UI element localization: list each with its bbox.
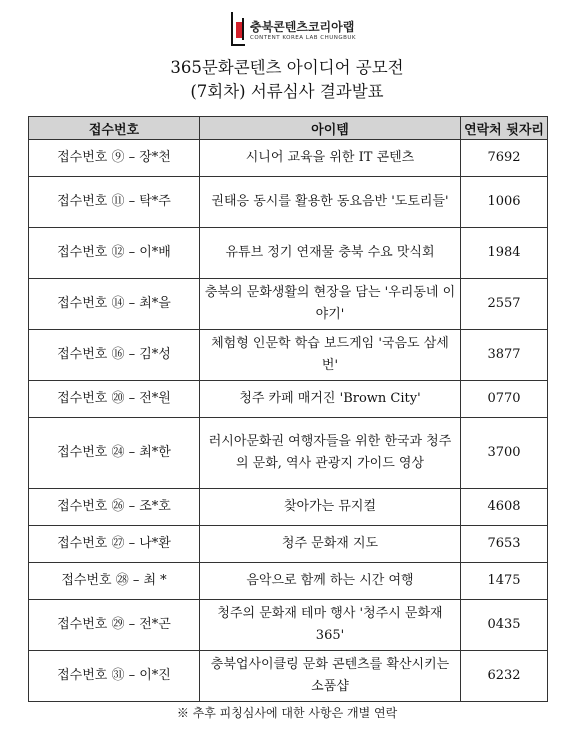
table-row [29, 489, 548, 526]
cell-item: 충북업사이클링 문화 콘텐츠를 확산시키는 소품샵 [200, 651, 461, 702]
cell-id: 접수번호 ⑯ – 김*성 [29, 330, 200, 381]
table-row [29, 563, 548, 600]
cell-contact: 7653 [461, 526, 548, 563]
cell-contact: 3700 [461, 418, 548, 489]
page-title: 365문화콘텐츠 아이디어 공모전 [170, 58, 404, 77]
cell-contact: 0770 [461, 381, 548, 418]
table-header-row [29, 117, 548, 140]
cell-id: 접수번호 ㉙ – 전*곤 [29, 600, 200, 651]
cell-id: 접수번호 ㉗ – 나*환 [29, 526, 200, 563]
cell-item: 시니어 교육을 위한 IT 콘텐츠 [200, 140, 461, 177]
cell-id: 접수번호 ㉔ – 최*한 [29, 418, 200, 489]
cell-contact: 2557 [461, 279, 548, 330]
cell-contact: 0435 [461, 600, 548, 651]
cell-id: 접수번호 ㉖ – 조*호 [29, 489, 200, 526]
page-subtitle: (7회차) 서류심사 결과발표 [190, 82, 384, 101]
cell-item: 찾아가는 뮤지컬 [200, 489, 461, 526]
cell-contact: 1475 [461, 563, 548, 600]
cell-id: 접수번호 ⑳ – 전*원 [29, 381, 200, 418]
cell-item: 권태응 동시를 활용한 동요음반 '도토리들' [200, 177, 461, 228]
cell-id: 접수번호 ⑭ – 최*을 [29, 279, 200, 330]
table-row [29, 177, 548, 228]
cell-item: 청주 카페 매거진 'Brown City' [200, 381, 461, 418]
logo-mark-icon [228, 12, 246, 50]
cell-item: 청주 문화재 지도 [200, 526, 461, 563]
table-row [29, 279, 548, 330]
table-row [29, 330, 548, 381]
table-row [29, 526, 548, 563]
logo-name: 충북콘텐츠코리아랩 [250, 20, 355, 34]
cell-id: 접수번호 ⑪ – 탁*주 [29, 177, 200, 228]
cell-id: 접수번호 ⑨ – 장*천 [29, 140, 200, 177]
table-row [29, 600, 548, 651]
footer-note: ※ 추후 피칭심사에 대한 사항은 개별 연락 [176, 706, 398, 720]
table-row [29, 418, 548, 489]
cell-id: 접수번호 ⑫ – 이*배 [29, 228, 200, 279]
cell-id: 접수번호 ㉘ – 최 * [29, 563, 200, 600]
cell-contact: 7692 [461, 140, 548, 177]
table-row [29, 651, 548, 702]
cell-item: 유튜브 정기 연재물 충북 수요 맛식회 [200, 228, 461, 279]
table-row [29, 381, 548, 418]
cell-contact: 1984 [461, 228, 548, 279]
cell-item: 체험형 인문학 학습 보드게임 '국음도 삼세번' [200, 330, 461, 381]
cell-contact: 6232 [461, 651, 548, 702]
header-contact: 연락처 뒷자리 [461, 117, 548, 140]
header-id: 접수번호 [29, 117, 200, 140]
cell-contact: 1006 [461, 177, 548, 228]
cell-item: 러시아문화권 여행자들을 위한 한국과 청주의 문화, 역사 관광지 가이드 영상 [200, 418, 461, 489]
cell-item: 청주의 문화재 테마 행사 '청주시 문화재 365' [200, 600, 461, 651]
cell-item: 충북의 문화생활의 현장을 담는 '우리동네 이야기' [200, 279, 461, 330]
cell-item: 음악으로 함께 하는 시간 여행 [200, 563, 461, 600]
header-item: 아이템 [200, 117, 461, 140]
table-row [29, 140, 548, 177]
cell-contact: 4608 [461, 489, 548, 526]
cell-contact: 3877 [461, 330, 548, 381]
table-row [29, 228, 548, 279]
logo [228, 10, 358, 54]
cell-id: 접수번호 ㉛ – 이*진 [29, 651, 200, 702]
logo-subtitle: CONTENT KOREA LAB CHUNGBUK [250, 35, 357, 41]
results-table [28, 116, 548, 702]
